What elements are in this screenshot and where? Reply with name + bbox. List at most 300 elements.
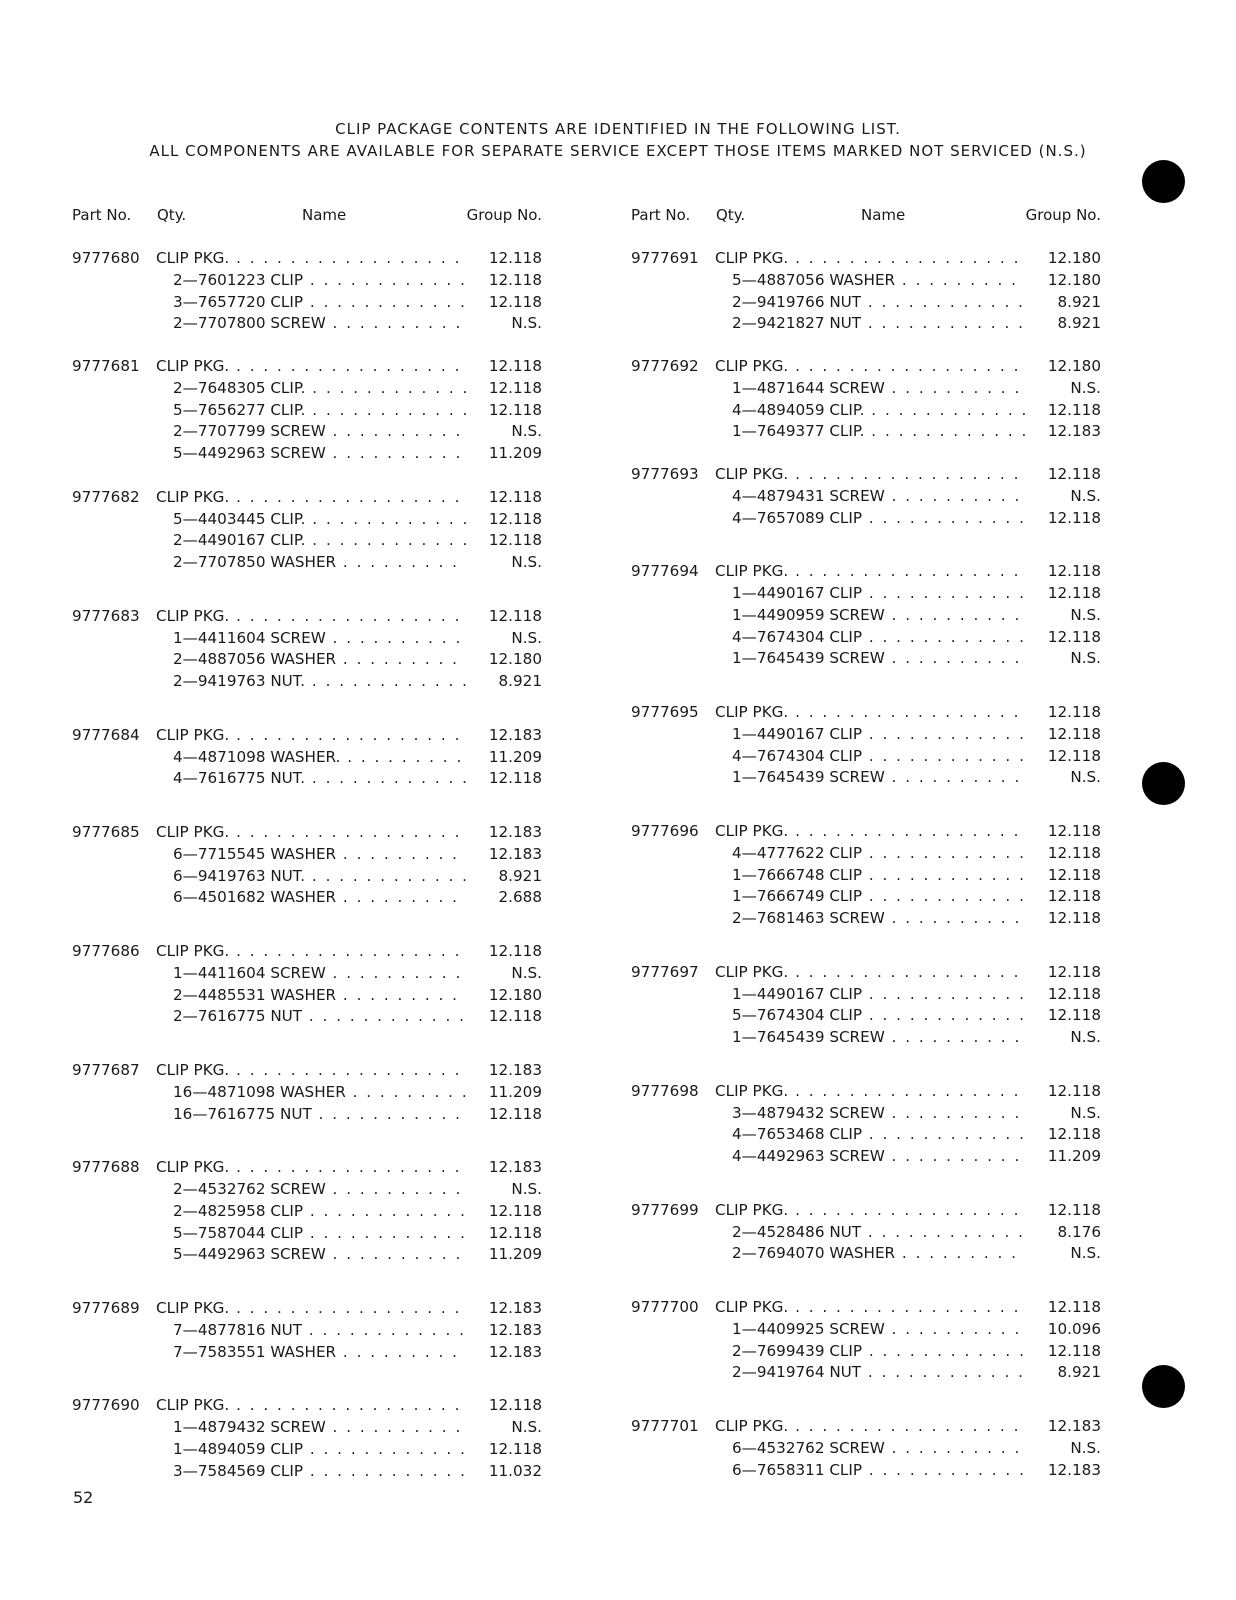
part-number: 9777687 [72,1061,140,1079]
package-row [72,487,542,509]
package-name: CLIP PKG. . . . [156,725,466,747]
part-number: 9777692 [631,357,699,375]
component-description: 2—7601223 CLIP . . . [173,270,466,292]
component-group-number: 12.118 [1047,887,1101,906]
component-group-number: 11.209 [1047,1147,1101,1165]
component-group-number: N.S. [1070,1438,1101,1457]
package-name: CLIP PKG. . . . [156,487,466,509]
component-group-number: 12.118 [1047,843,1101,862]
clip-package-entry [72,248,542,335]
binder-hole-top [1142,160,1185,203]
component-description: 2—9419766 NUT . . . [732,292,1025,314]
component-description: 2—4528486 NUT . . . [732,1222,1025,1244]
component-description: 4—4871098 WASHER. . . . [173,747,466,769]
component-description: 16—7616775 NUT . . . [173,1104,466,1126]
group-number: 12.118 [1047,465,1101,483]
clip-package-entry [631,821,1101,930]
component-group-number: 12.183 [1047,422,1101,441]
component-group-number: 12.118 [488,509,542,528]
component-row [72,400,542,422]
component-description: 5—4492963 SCREW . . . [173,1244,466,1266]
left-parts-column [72,206,542,1482]
component-description: 2—9421827 NUT . . . [732,313,1025,335]
clip-package-entry [631,561,1101,670]
package-row [631,1297,1101,1319]
package-name: CLIP PKG. . . . [156,941,466,963]
clip-package-entry [72,1298,542,1363]
component-row [72,1082,542,1104]
component-group-number: 12.118 [1047,584,1101,602]
component-description: 1—7666749 CLIP . . . [732,886,1025,908]
component-group-number: 2.688 [498,888,542,907]
part-number: 9777683 [72,606,140,625]
component-description: 4—4492963 SCREW . . . [732,1146,1025,1168]
component-row [72,747,542,769]
package-row [72,606,542,628]
group-number: 12.118 [1047,562,1101,581]
component-group-number: 12.183 [488,1342,542,1361]
component-description: 1—4490959 SCREW . . . [732,605,1025,627]
component-group-number: N.S. [511,314,542,333]
component-group-number: 12.183 [1047,1460,1101,1479]
component-group-number: 12.180 [1047,270,1101,289]
clip-package-entry [631,1081,1101,1168]
component-group-number: N.S. [1070,768,1101,787]
component-description: 7—7583551 WASHER . . . [173,1342,466,1364]
component-group-number: 12.118 [1047,1341,1101,1360]
component-description: 5—7656277 CLIP. . . . [173,400,466,422]
component-row [72,1320,542,1342]
component-description: 1—7645439 SCREW . . . [732,648,1025,670]
binder-hole-middle [1142,762,1185,805]
component-row [72,552,542,574]
component-row [72,1201,542,1223]
component-row [631,605,1101,627]
package-row [631,1081,1101,1103]
group-number: 12.118 [488,487,542,506]
component-description: 6—9419763 NUT. . . . [173,866,466,888]
package-name: CLIP PKG. . . . [156,248,466,270]
component-row [631,865,1101,887]
component-group-number: 12.118 [1047,724,1101,743]
package-row [72,941,542,963]
component-row [631,1103,1101,1125]
part-number: 9777690 [72,1396,140,1415]
clip-package-entry [631,1416,1101,1481]
clip-package-entry [72,941,542,1028]
component-group-number: 11.209 [488,1245,542,1264]
component-group-number: N.S. [511,553,542,571]
package-name: CLIP PKG. . . . [156,1395,466,1417]
group-number: 12.183 [488,823,542,841]
component-group-number: N.S. [511,1180,542,1198]
package-name: CLIP PKG. . . . [715,248,1025,270]
component-description: 2—4490167 CLIP. . . . [173,530,466,552]
package-name: CLIP PKG. . . . [715,1200,1025,1222]
group-number: 12.118 [1047,1298,1101,1316]
component-group-number: 12.118 [1047,909,1101,927]
name-header: Name [861,206,906,224]
group-number: 12.183 [488,1299,542,1317]
component-description: 6—4532762 SCREW . . . [732,1438,1025,1460]
component-row [72,844,542,866]
component-group-number: 12.118 [1047,984,1101,1003]
package-name: CLIP PKG. . . . [156,606,466,628]
column-header-row [72,206,542,228]
component-row [72,768,542,790]
qty-header: Qty. [157,206,187,224]
part-number: 9777688 [72,1158,140,1177]
component-row [631,1319,1101,1341]
component-group-number: 12.118 [488,270,542,289]
group-number: 12.118 [488,942,542,960]
component-description: 5—7674304 CLIP . . . [732,1005,1025,1027]
component-group-number: 12.180 [488,650,542,669]
component-description: 4—7657089 CLIP . . . [732,508,1025,530]
component-group-number: 12.183 [488,1320,542,1339]
clip-package-entry [72,487,542,574]
component-row [631,1124,1101,1146]
package-name: CLIP PKG. . . . [715,561,1025,583]
clip-package-entry [72,1157,542,1266]
component-row [72,313,542,335]
group-number: 12.118 [488,606,542,625]
component-description: 4—7616775 NUT. . . . [173,768,466,790]
component-group-number: N.S. [1070,1244,1101,1263]
component-group-number: 8.921 [498,672,542,690]
clip-package-entry [72,606,542,693]
part-number: 9777694 [631,562,699,581]
package-name: CLIP PKG. . . . [715,464,1025,486]
component-row [72,1439,542,1461]
package-row [631,561,1101,583]
component-row [72,1244,542,1266]
part-number: 9777680 [72,249,140,267]
group-number: 12.118 [488,1396,542,1415]
package-row [72,356,542,378]
component-description: 2—7707850 WASHER . . . [173,552,466,574]
component-description: 1—4411604 SCREW . . . [173,628,466,650]
component-row [72,628,542,650]
clip-package-entry [631,1297,1101,1384]
part-number: 9777695 [631,703,699,721]
component-description: 4—7653468 CLIP . . . [732,1124,1025,1146]
component-description: 5—4887056 WASHER . . . [732,270,1025,292]
component-description: 1—4409925 SCREW . . . [732,1319,1025,1341]
component-row [631,583,1101,605]
clip-package-entry [72,1060,542,1125]
component-description: 4—7674304 CLIP . . . [732,627,1025,649]
component-description: 1—4490167 CLIP . . . [732,984,1025,1006]
component-group-number: 12.118 [1047,627,1101,646]
component-group-number: 12.183 [488,844,542,863]
component-group-number: 8.921 [1057,314,1101,333]
component-group-number: 12.118 [488,1223,542,1242]
component-description: 2—4532762 SCREW . . . [173,1179,466,1201]
part-number: 9777686 [72,942,140,960]
component-group-number: N.S. [511,422,542,441]
component-description: 4—4879431 SCREW . . . [732,486,1025,508]
package-name: CLIP PKG. . . . [715,702,1025,724]
part-number: 9777693 [631,465,699,483]
component-description: 6—7715545 WASHER . . . [173,844,466,866]
component-description: 1—7649377 CLIP. . . . [732,421,1025,443]
component-description: 2—4825958 CLIP . . . [173,1201,466,1223]
group-number: 12.118 [1047,822,1101,840]
component-description: 4—4894059 CLIP. . . . [732,400,1025,422]
group-number: 12.180 [1047,357,1101,375]
component-row [631,292,1101,314]
right-entries [631,248,1101,1481]
part-number: 9777684 [72,725,140,744]
component-row [72,887,542,909]
package-row [631,821,1101,843]
group-number: 12.183 [488,1158,542,1177]
component-row [631,421,1101,443]
component-group-number: 11.209 [488,444,542,462]
component-description: 2—7681463 SCREW . . . [732,908,1025,930]
component-row [72,1006,542,1028]
part-no-header: Part No. [631,206,691,224]
component-description: 2—4485531 WASHER . . . [173,985,466,1007]
component-group-number: 12.118 [488,1007,542,1026]
package-row [631,962,1101,984]
clip-package-entry [72,822,542,909]
component-description: 6—7658311 CLIP . . . [732,1460,1025,1482]
component-description: 3—4879432 SCREW . . . [732,1103,1025,1125]
component-row [631,313,1101,335]
part-number: 9777697 [631,962,699,981]
component-row [72,421,542,443]
part-number: 9777689 [72,1299,140,1317]
part-no-header: Part No. [72,206,132,224]
component-row [631,908,1101,930]
component-row [72,1104,542,1126]
part-number: 9777696 [631,822,699,840]
binder-hole-bottom [1142,1365,1185,1408]
component-row [631,400,1101,422]
component-description: 2—7707800 SCREW . . . [173,313,466,335]
component-row [72,985,542,1007]
group-number: 12.118 [488,357,542,375]
page-header [0,118,1236,162]
part-number: 9777698 [631,1081,699,1100]
package-name: CLIP PKG. . . . [156,1060,466,1082]
package-name: CLIP PKG. . . . [156,356,466,378]
package-name: CLIP PKG. . . . [156,822,466,844]
component-row [631,1460,1101,1482]
component-row [631,843,1101,865]
component-group-number: N.S. [1070,1103,1101,1122]
group-no-header: Group No. [466,206,542,224]
package-row [631,248,1101,270]
name-header: Name [302,206,347,224]
component-group-number: N.S. [511,963,542,982]
component-description: 4—4777622 CLIP . . . [732,843,1025,865]
package-row [631,1416,1101,1438]
component-row [72,509,542,531]
package-row [631,464,1101,486]
component-group-number: 12.118 [488,1439,542,1458]
package-row [72,822,542,844]
group-number: 12.118 [1047,703,1101,721]
component-row [631,1146,1101,1168]
component-row [72,292,542,314]
component-group-number: 12.118 [1047,1006,1101,1025]
component-description: 16—4871098 WASHER . . . [173,1082,466,1104]
component-description: 5—7587044 CLIP . . . [173,1223,466,1245]
component-row [631,1027,1101,1049]
header-line-2: ALL COMPONENTS ARE AVAILABLE FOR SEPARATE SERVICE EXCEPT THOSE ITEMS MARKED NOT SERVICED (N.S.) [149,142,1087,160]
group-number: 12.180 [1047,249,1101,267]
package-name: CLIP PKG. . . . [156,1298,466,1320]
component-description: 1—4894059 CLIP . . . [173,1439,466,1461]
group-number: 12.118 [1047,962,1101,981]
component-description: 2—7699439 CLIP . . . [732,1341,1025,1363]
component-description: 5—4492963 SCREW . . . [173,443,466,465]
component-row [72,443,542,465]
package-row [72,1157,542,1179]
component-group-number: 12.118 [488,292,542,311]
component-row [72,1223,542,1245]
component-group-number: 12.118 [488,1201,542,1220]
clip-package-entry [72,356,542,465]
component-row [631,1341,1101,1363]
component-description: 3—7584569 CLIP . . . [173,1461,466,1483]
package-row [72,1298,542,1320]
component-group-number: 12.118 [1047,400,1101,419]
component-row [631,508,1101,530]
package-row [631,1200,1101,1222]
component-row [631,648,1101,670]
component-group-number: 8.176 [1057,1222,1101,1241]
component-row [72,270,542,292]
component-group-number: N.S. [1070,605,1101,624]
package-row [631,356,1101,378]
component-row [631,1222,1101,1244]
component-group-number: 12.118 [1047,865,1101,884]
group-no-header: Group No. [1025,206,1101,224]
clip-package-entry [631,702,1101,789]
header-line-1: CLIP PACKAGE CONTENTS ARE IDENTIFIED IN THE FOLLOWING LIST. [335,120,901,138]
component-row [72,530,542,552]
component-description: 7—4877816 NUT . . . [173,1320,466,1342]
clip-package-entry [631,1200,1101,1265]
part-number: 9777685 [72,823,140,841]
group-number: 12.118 [1047,1200,1101,1219]
part-number: 9777699 [631,1200,699,1219]
group-number: 12.118 [1047,1081,1101,1100]
component-row [631,1243,1101,1265]
component-description: 2—7707799 SCREW . . . [173,421,466,443]
component-group-number: 12.118 [488,769,542,788]
component-row [72,1461,542,1483]
component-group-number: 12.118 [1047,508,1101,527]
component-group-number: N.S. [1070,649,1101,668]
component-group-number: 11.209 [488,1082,542,1101]
group-number: 12.118 [488,249,542,267]
part-number: 9777681 [72,357,140,375]
component-group-number: N.S. [511,628,542,647]
clip-package-entry [72,725,542,790]
component-description: 2—7616775 NUT . . . [173,1006,466,1028]
component-row [631,886,1101,908]
component-description: 2—4887056 WASHER . . . [173,649,466,671]
component-group-number: N.S. [511,1418,542,1436]
component-group-number: N.S. [1070,378,1101,397]
package-name: CLIP PKG. . . . [156,1157,466,1179]
component-row [631,767,1101,789]
component-row [631,984,1101,1006]
component-description: 3—7657720 CLIP . . . [173,292,466,314]
clip-package-entry [631,962,1101,1049]
component-description: 1—7666748 CLIP . . . [732,865,1025,887]
component-description: 6—4501682 WASHER . . . [173,887,466,909]
component-description: 5—4403445 CLIP. . . . [173,509,466,531]
left-entries [72,248,542,1482]
qty-header: Qty. [716,206,746,224]
package-row [72,725,542,747]
component-row [631,1362,1101,1384]
group-number: 12.183 [1047,1417,1101,1435]
component-description: 1—7645439 SCREW . . . [732,767,1025,789]
clip-package-entry [631,356,1101,443]
component-description: 2—7694070 WASHER . . . [732,1243,1025,1265]
component-group-number: N.S. [1070,1028,1101,1046]
component-row [72,1342,542,1364]
package-name: CLIP PKG. . . . [715,1081,1025,1103]
component-group-number: 11.209 [488,747,542,766]
component-description: 1—7645439 SCREW . . . [732,1027,1025,1049]
clip-package-entry [631,464,1101,529]
package-row [72,1395,542,1417]
clip-package-entry [631,248,1101,335]
component-row [72,378,542,400]
group-number: 12.183 [488,725,542,744]
component-group-number: 10.096 [1047,1319,1101,1338]
component-description: 1—4490167 CLIP . . . [732,724,1025,746]
clip-package-entry [72,1395,542,1482]
component-group-number: 12.118 [488,378,542,397]
component-description: 1—4490167 CLIP . . . [732,583,1025,605]
component-description: 2—9419764 NUT . . . [732,1362,1025,1384]
component-description: 1—4871644 SCREW . . . [732,378,1025,400]
component-group-number: 12.180 [488,985,542,1004]
component-group-number: 8.921 [498,866,542,885]
column-header-row [631,206,1101,228]
component-row [72,1417,542,1439]
component-description: 1—4879432 SCREW . . . [173,1417,466,1439]
component-description: 2—9419763 NUT. . . . [173,671,466,693]
component-row [631,1005,1101,1027]
component-row [631,746,1101,768]
component-row [72,649,542,671]
component-row [631,627,1101,649]
part-number: 9777700 [631,1298,699,1316]
page-number: 52 [73,1488,94,1507]
component-group-number: 12.118 [488,531,542,550]
component-group-number: 8.921 [1057,1363,1101,1382]
component-row [631,724,1101,746]
package-row [72,1060,542,1082]
package-name: CLIP PKG. . . . [715,356,1025,378]
package-row [72,248,542,270]
component-row [72,963,542,985]
component-group-number: 11.032 [488,1461,542,1480]
component-group-number: 12.118 [1047,1125,1101,1144]
component-description: 2—7648305 CLIP. . . . [173,378,466,400]
package-row [631,702,1101,724]
